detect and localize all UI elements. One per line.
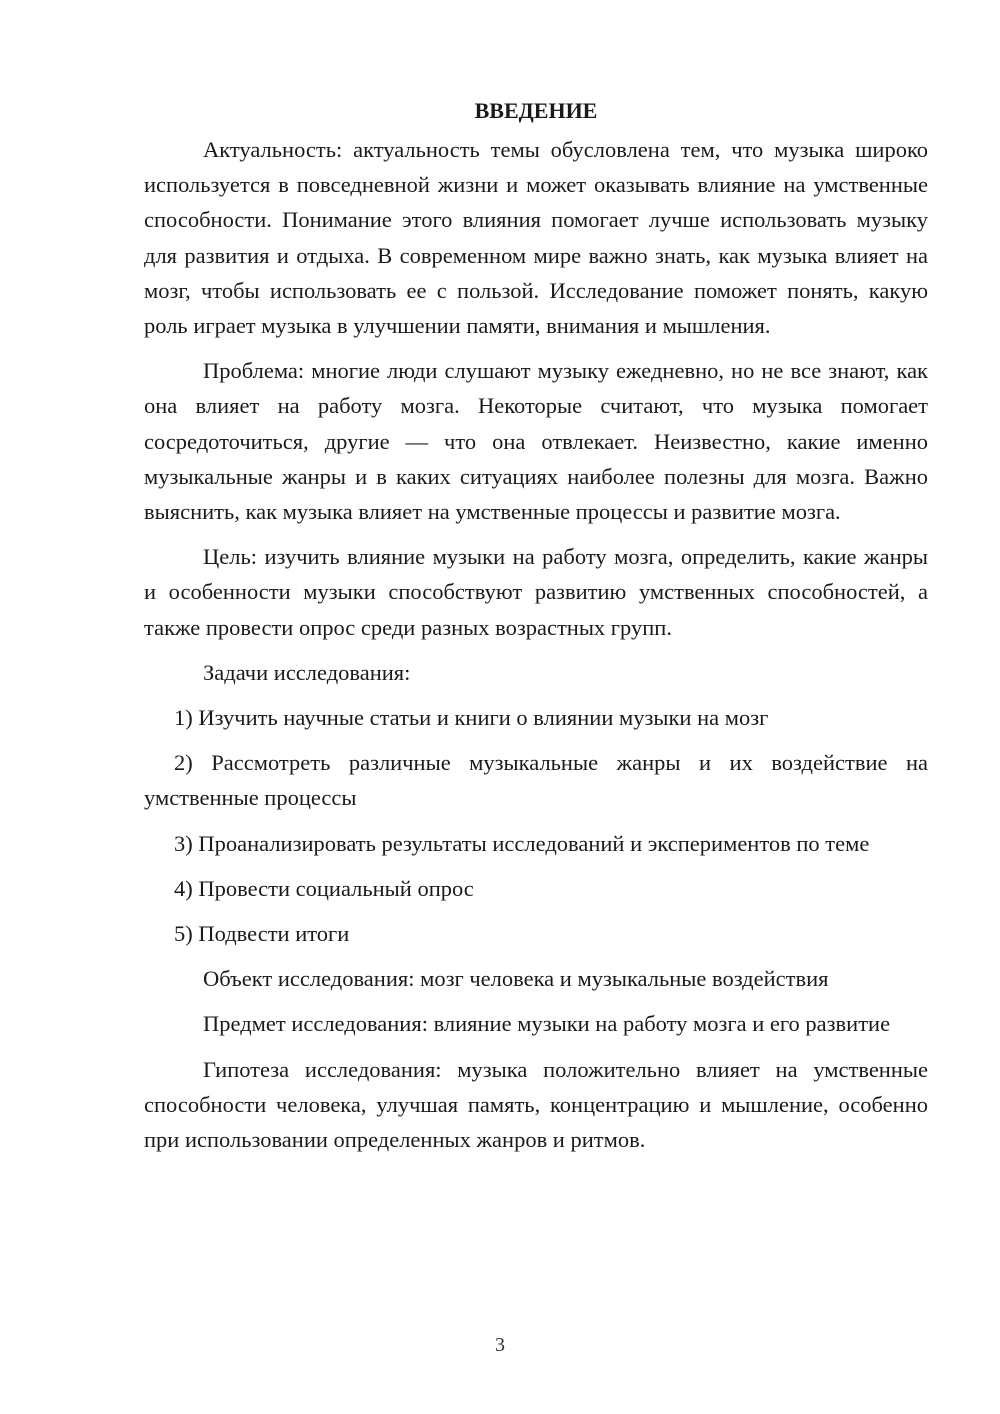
tasks-title: Задачи исследования:: [203, 659, 411, 685]
paragraph-subject: Предмет исследования: влияние музыки на работу мозга и его развитие: [203, 1011, 891, 1037]
section-heading: ВВЕДЕНИЕ: [474, 98, 598, 123]
task-item: 2) Рассмотреть различные музыкальные жанры и их воздействие на умственные процессы: [144, 750, 928, 811]
task-item: 4) Провести социальный опрос: [174, 875, 474, 901]
document-page: [144, 96, 928, 1167]
paragraph-relevance: Актуальность: актуальность темы обусловлена тем, что музыка широко используется в повседневной жизни и может оказывать влияние на умственные способности. Понимание этого влияния помогает лучше использовать музыку для развития и отдыха. В современном мире важно знать, как музыка влияет на мозг, чтобы использовать ее с пользой. Исследование поможет понять, какую роль играет музыка в улучшении памяти, внимания и мышления.: [144, 137, 928, 339]
page-number: 3: [495, 1334, 505, 1356]
task-item: 3) Проанализировать результаты исследований и экспериментов по теме: [174, 830, 870, 856]
task-item: 5) Подвести итоги: [174, 921, 350, 947]
paragraph-problem: Проблема: многие люди слушают музыку ежедневно, но не все знают, как она влияет на работу мозга. Некоторые считают, что музыка помогает сосредоточиться, другие — что она отвлекает. Неизвестно, какие именно музыкальные жанры и в каких ситуациях наиболее полезны для мозга. Важно выяснить, как музыка влияет на умственные процессы и развитие мозга.: [144, 358, 928, 525]
paragraph-goal: Цель: изучить влияние музыки на работу мозга, определить, какие жанры и особенности музыки способствуют развитию умственных способностей, а также провести опрос среди разных возрастных групп.: [144, 544, 928, 640]
paragraph-object: Объект исследования: мозг человека и музыкальные воздействия: [203, 966, 829, 992]
paragraph-hypothesis: Гипотеза исследования: музыка положительно влияет на умственные способности человека, улучшая память, концентрацию и мышление, особенно при использовании определенных жанров и ритмов.: [144, 1056, 928, 1153]
task-item: 1) Изучить научные статьи и книги о влиянии музыки на мозг: [174, 705, 769, 731]
